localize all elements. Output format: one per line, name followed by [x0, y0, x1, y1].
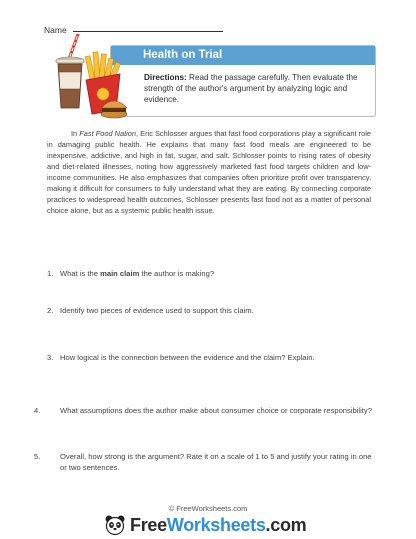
panda-icon: [104, 514, 126, 536]
fast-food-illustration: [54, 34, 144, 126]
question-number: 5.: [34, 452, 41, 461]
name-field[interactable]: [73, 23, 223, 32]
copyright-text: © FreeWorksheets.com: [168, 504, 248, 513]
question-2: [47, 305, 375, 316]
brand-tld: .com: [265, 515, 307, 535]
question-text: What assumptions does the author make about consumer choice or corporate responsibility?: [60, 406, 372, 415]
book-title: Fast Food Nation: [79, 129, 137, 138]
question-number: 2.: [47, 306, 54, 315]
brand-worksheets: Worksheets: [166, 515, 266, 535]
passage-body: , Eric Schlosser argues that fast food corporations play a significant role in damaging public health. He explains that many fast food meals are engineered to be inexpensive, addictive, and high in fat, sugar, and salt. Schlosser points to rising rates of obesity and diet-related illnesses, noting how aggressively marketed fast food targets children and low-income communities. He also emphasizes that companies often prioritize profit over transparency, making it difficult for consumers to fully understand what they are eating. By connecting corporate practices to widespread health outcomes, Schlosser presents fast food not as a matter of personal choice alone, but as a systemic public health issue.: [47, 129, 371, 215]
directions: [144, 72, 364, 105]
question-text: How logical is the connection between the evidence and the claim? Explain.: [60, 353, 315, 362]
question-text-end: the author is making?: [139, 269, 215, 278]
question-3: [47, 352, 375, 363]
question-text: What is the: [60, 269, 101, 278]
question-number: 1.: [47, 269, 54, 278]
question-5: [34, 451, 375, 473]
brand-name: [130, 514, 306, 536]
question-4: [34, 405, 375, 416]
question-number: 3.: [47, 353, 54, 362]
question-text: Overall, how strong is the argument? Rate it on a scale of 1 to 5 and justify your rating in one or two sentences.: [60, 452, 372, 472]
header-box: [110, 45, 376, 117]
worksheet-title: Health on Trial: [111, 46, 375, 65]
directions-label: Directions:: [144, 73, 187, 82]
brand-logo[interactable]: [104, 514, 324, 538]
question-1: [47, 268, 375, 279]
question-emphasis: main claim: [100, 269, 140, 278]
reading-passage: [47, 128, 371, 216]
passage-lead-in: In: [71, 129, 80, 138]
question-number: 4.: [34, 406, 41, 415]
directions-text: Read the passage carefully. Then evaluate the strength of the author's argument by analyzing logic and evidence.: [144, 73, 358, 104]
name-label: Name: [44, 25, 67, 35]
question-text: Identify two pieces of evidence used to support this claim.: [60, 306, 254, 315]
footer: [0, 497, 416, 539]
brand-free: Free: [130, 515, 167, 535]
